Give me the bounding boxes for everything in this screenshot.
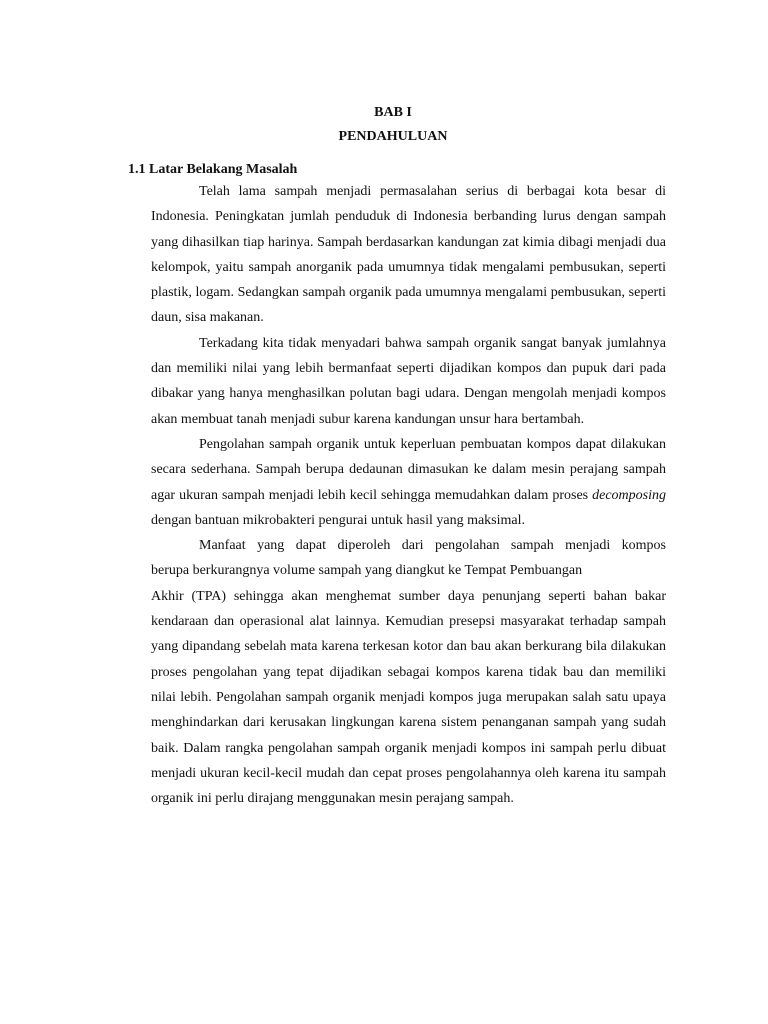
paragraph-line: berupa berkurangnya volume sampah yang diangkut ke Tempat Pembuangan: [151, 563, 583, 579]
paragraph-text: dengan bantuan mikrobakteri pengurai untuk hasil yang maksimal.: [151, 512, 526, 528]
paragraph: Telah lama sampah menjadi permasalahan serius di berbagai kota besar di Indonesia. Peningkatan jumlah penduduk di Indonesia berbanding lurus dengan sampah yang dihasilkan tiap harinya. Sampah berdasarkan kandungan zat kimia dibagi menjadi dua kelompok, yaitu sampah anorganik pada umumnya tidak mengalami pembusukan, seperti plastik, logam. Sedangkan sampah organik pada umumnya mengalami pembusukan, seperti daun, sisa makanan.: [151, 184, 666, 326]
chapter-number: BAB I: [374, 105, 412, 120]
paragraph: [151, 432, 666, 533]
paragraph-line: Manfaat yang dapat diperoleh dari pengolahan sampah menjadi kompos: [199, 538, 666, 554]
paragraph-text: Akhir (TPA) sehingga akan menghemat sumber daya penunjang seperti bahan bakar kendaraan dan operasional alat lainnya. Kemudian presepsi masyarakat terhadap sampah yang dipandang sebelah mata karena terkesan kotor dan bau akan berkurang bila dilakukan proses pengolahan yang tepat dijadikan sebagai kompos karena tidak bau dan memiliki nilai lebih. Pengolahan sampah organik menjadi kompos juga merupakan salah satu upaya menghindarkan dari kerusakan lingkungan karena sistem penanganan sampah yang sudah baik. Dalam rangka pengolahan sampah organik menjadi kompos ini sampah perlu dibuat menjadi ukuran kecil-kecil mudah dan cepat proses pengolahannya oleh karena itu sampah organik ini perlu dirajang menggunakan mesin perajang sampah.: [151, 588, 666, 807]
paragraph: Terkadang kita tidak menyadari bahwa sampah organik sangat banyak jumlahnya dan memiliki nilai yang lebih bermanfaat seperti dijadikan kompos dan pupuk dari pada dibakar yang hanya menghasilkan polutan bagi udara. Dengan mengolah menjadi kompos akan membuat tanah menjadi subur karena kandungan unsur hara bertambah.: [151, 335, 666, 427]
chapter-title: PENDAHULUAN: [338, 129, 448, 144]
italic-term: decomposing: [592, 487, 666, 503]
body-text: [151, 179, 666, 811]
paragraph-text: Pengolahan sampah organik untuk keperluan pembuatan kompos dapat dilakukan secara sederhana. Sampah berupa dedaunan dimasukan ke dalam mesin perajang sampah agar ukuran sampah menjadi lebih kecil sehingga memudahkan dalam proses: [151, 436, 666, 503]
paragraph: [151, 533, 666, 811]
section-heading: 1.1 Latar Belakang Masalah: [128, 162, 298, 177]
